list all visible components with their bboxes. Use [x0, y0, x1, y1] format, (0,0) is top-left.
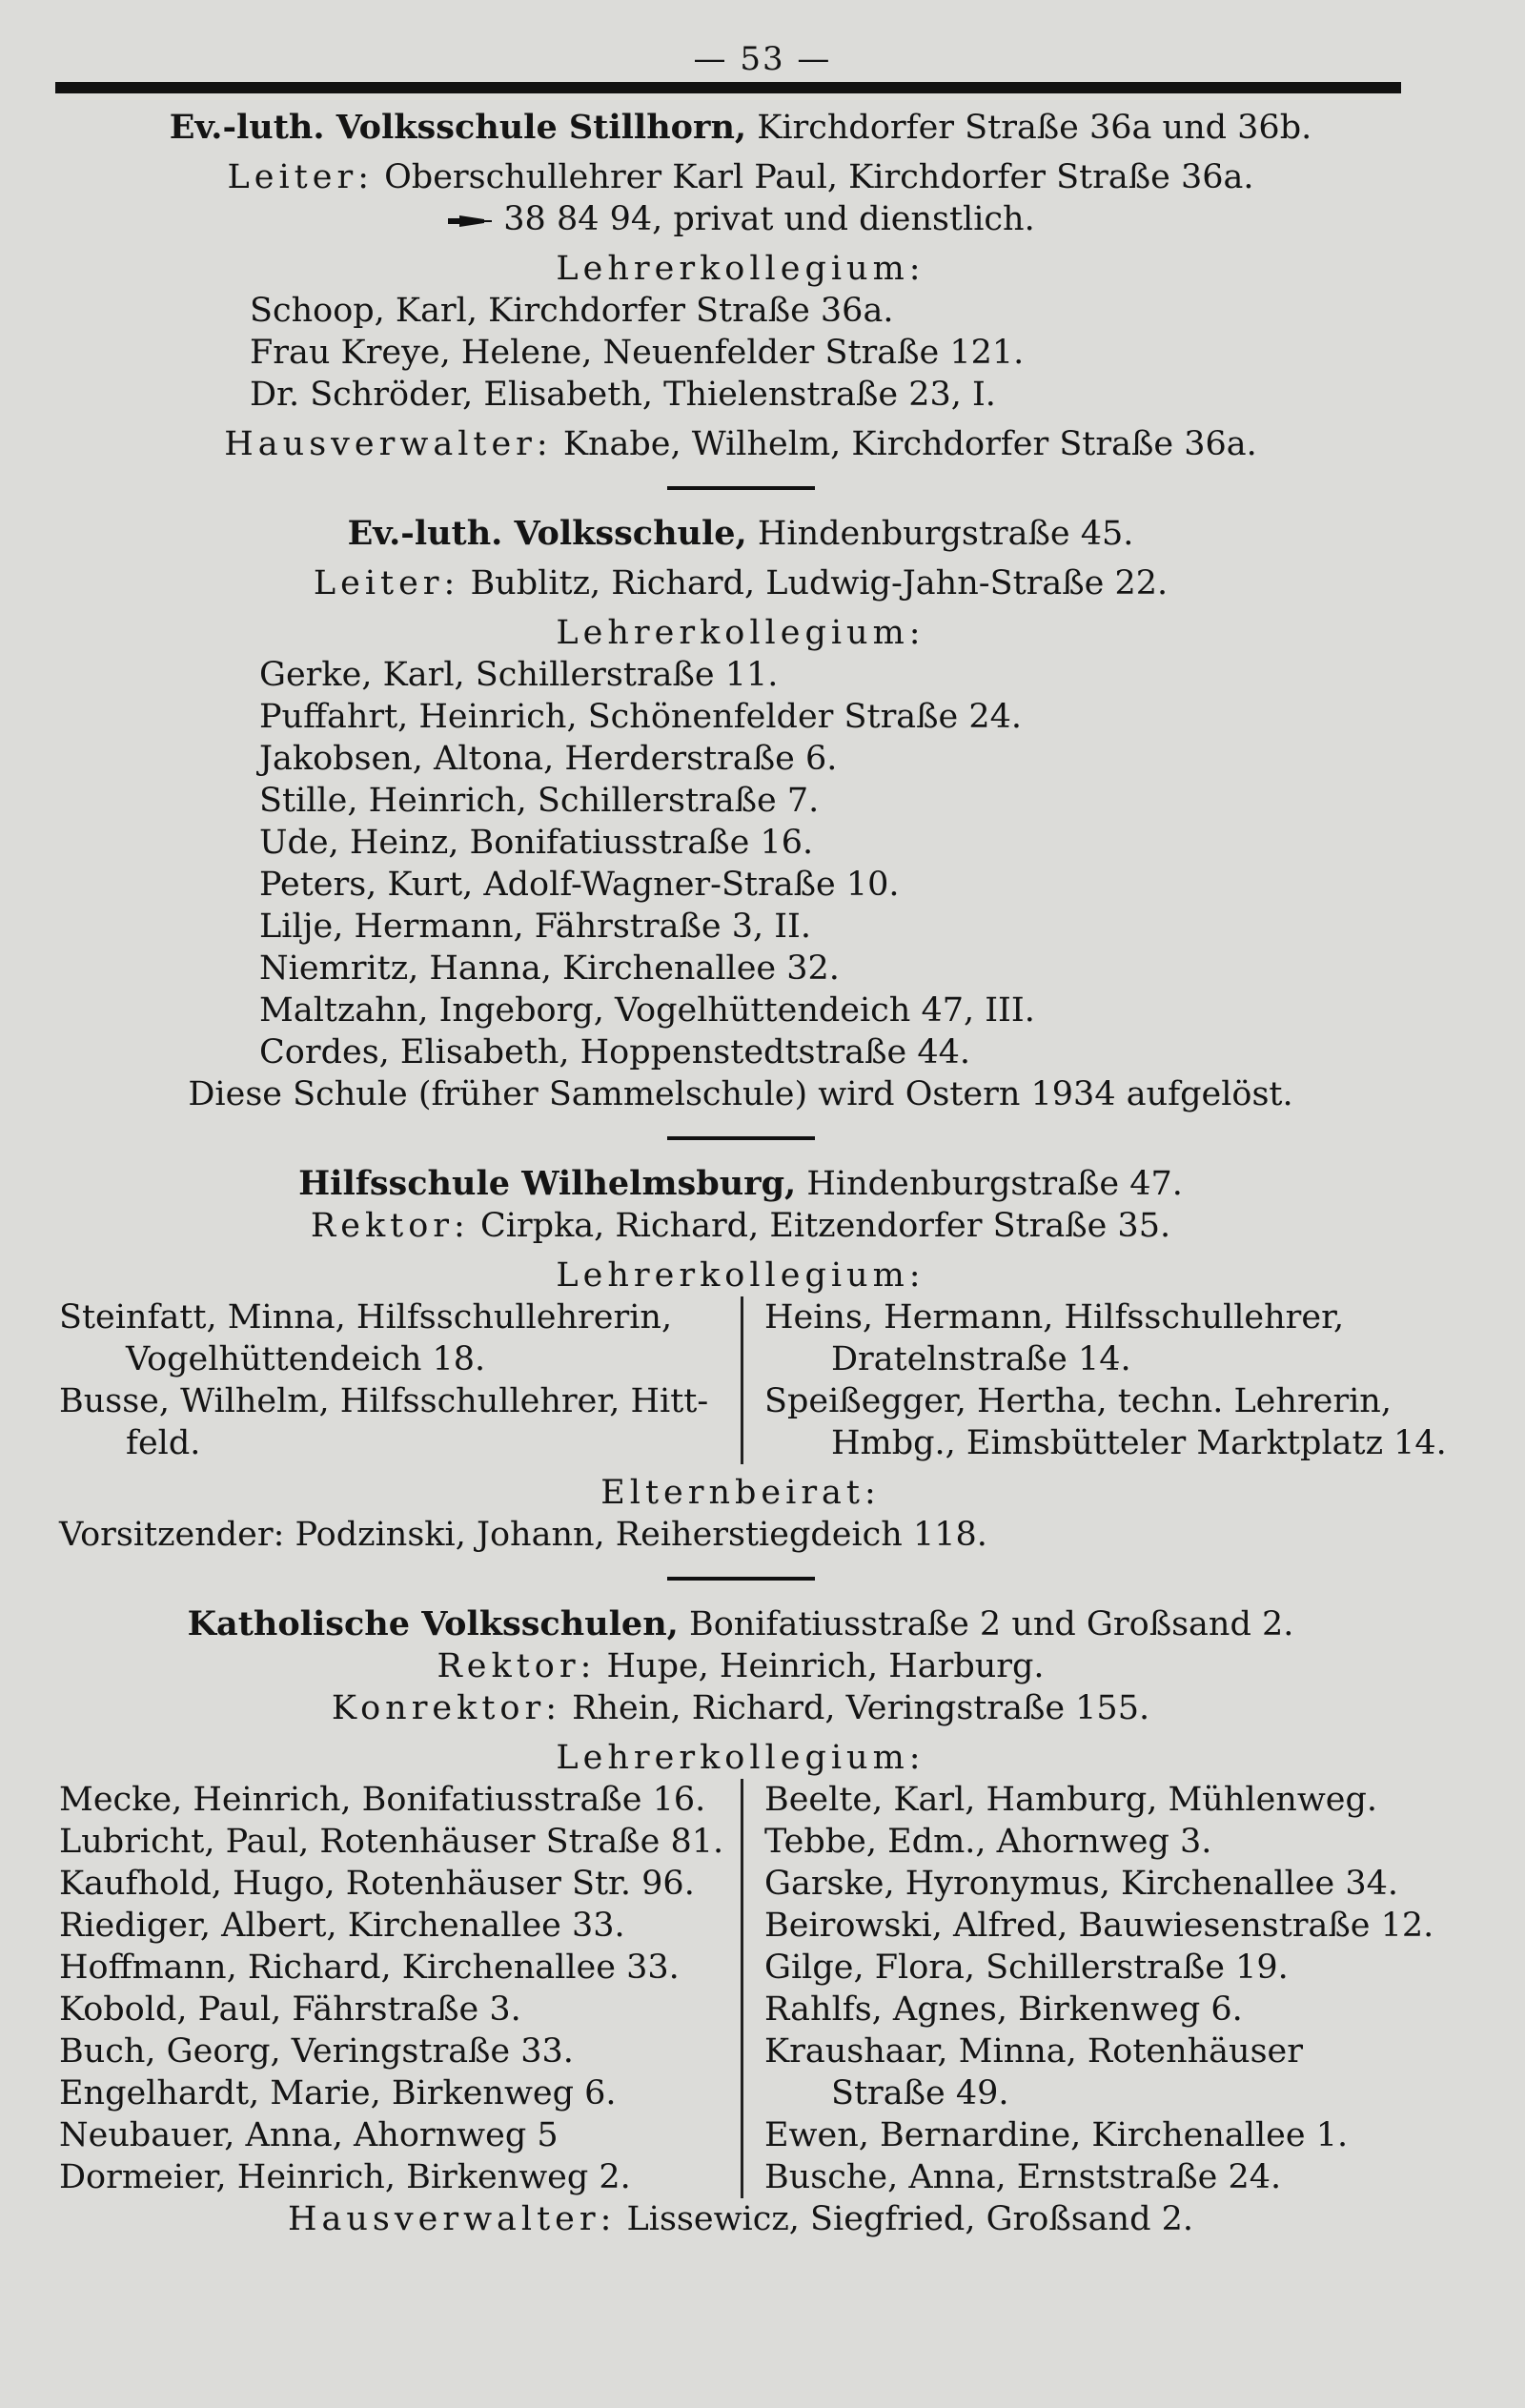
school2-leader-label: Leiter:: [313, 564, 460, 602]
list-item: Lilje, Hermann, Fährstraße 3, II.: [259, 908, 811, 946]
school1-leader-line: [59, 156, 1422, 198]
school3-leader-line: [59, 1205, 1422, 1247]
list-item: Kraushaar, Minna, Rotenhäuser: [764, 2032, 1303, 2071]
list-item: Speißegger, Hertha, techn. Lehrerin,: [764, 1382, 1392, 1420]
school4-deputy-label: Konrektor:: [331, 1689, 562, 1727]
school1-leader-label: Leiter:: [227, 158, 374, 196]
list-item: Niemritz, Hanna, Kirchenallee 32.: [259, 949, 840, 988]
list-item: Gerke, Karl, Schillerstraße 11.: [259, 656, 779, 694]
school1-phone: 38 84 94, privat und dienstlich.: [503, 200, 1035, 238]
school3-leader-label: Rektor:: [310, 1207, 470, 1245]
list-item: Engelhardt, Marie, Birkenweg 6.: [59, 2074, 617, 2112]
list-item: Stille, Heinrich, Schillerstraße 7.: [259, 782, 820, 820]
school4-caretaker: Lissewicz, Siegfried, Großsand 2.: [616, 2200, 1194, 2238]
school2-heading: [59, 513, 1422, 555]
school4-caretaker-label: Hausverwalter:: [287, 2200, 617, 2238]
list-item: Cordes, Elisabeth, Hoppenstedtstraße 44.: [259, 1033, 971, 1071]
list-item: Puffahrt, Heinrich, Schönenfelder Straße 24.: [259, 698, 1023, 736]
list-item: Jakobsen, Altona, Herderstraße 6.: [259, 740, 838, 778]
section-divider: [667, 1577, 815, 1581]
school4-leader-line: [59, 1645, 1422, 1687]
school1-leader: Oberschullehrer Karl Paul, Kirchdorfer Straße 36a.: [373, 158, 1254, 196]
school3-staff-heading: Lehrerkollegium:: [556, 1256, 925, 1295]
section-divider: [667, 486, 815, 490]
list-item: Kaufhold, Hugo, Rotenhäuser Str. 96.: [59, 1865, 695, 1903]
list-item: Peters, Kurt, Adolf-Wagner-Straße 10.: [259, 866, 900, 904]
section-divider: [667, 1136, 815, 1140]
school3-staff-right: [741, 1296, 1447, 1464]
school1-heading: [59, 107, 1422, 149]
list-item: Hoffmann, Richard, Kirchenallee 33.: [59, 1949, 680, 1987]
school3-staff-left: [59, 1296, 741, 1464]
list-item: Buch, Georg, Veringstraße 33.: [59, 2032, 574, 2071]
list-item: Beelte, Karl, Hamburg, Mühlenweg.: [764, 1781, 1378, 1819]
list-item: Garske, Hyronymus, Kirchenallee 34.: [764, 1865, 1398, 1903]
school2-leader-line: [59, 562, 1422, 604]
school3-title: Hilfsschule Wilhelmsburg,: [298, 1164, 797, 1203]
school1-address: Kirchdorfer Straße 36a und 36b.: [746, 109, 1312, 147]
list-item: Kobold, Paul, Fährstraße 3.: [59, 1990, 521, 2029]
list-item: Busche, Anna, Ernststraße 24.: [764, 2158, 1282, 2196]
list-item-continuation: Straße 49.: [831, 2074, 1009, 2112]
school1-caretaker-label: Hausverwalter:: [224, 425, 553, 463]
school4-staff-left: [59, 1779, 741, 2198]
list-item: Ude, Heinz, Bonifatiusstraße 16.: [259, 824, 814, 862]
list-item: Ewen, Bernardine, Kirchenallee 1.: [764, 2116, 1349, 2154]
school4-address: Bonifatiusstraße 2 und Großsand 2.: [678, 1605, 1294, 1643]
school4-leader: Hupe, Heinrich, Harburg.: [596, 1647, 1045, 1685]
school4-deputy-line: [59, 1687, 1422, 1729]
school4-heading: [59, 1603, 1422, 1645]
school4-staff-right: [741, 1779, 1434, 2198]
header-rule: [55, 82, 1401, 93]
school2-staff-list: [59, 654, 1422, 1073]
page-number: — 53 —: [693, 40, 832, 78]
school2-leader: Bublitz, Richard, Ludwig-Jahn-Straße 22.: [459, 564, 1169, 602]
school3-heading: [59, 1163, 1422, 1205]
list-item: Steinfatt, Minna, Hilfsschullehrerin,: [59, 1298, 673, 1337]
list-item: Rahlfs, Agnes, Birkenweg 6.: [764, 1990, 1243, 2029]
list-item: Gilge, Flora, Schillerstraße 19.: [764, 1949, 1289, 1987]
telephone-icon: [446, 212, 494, 231]
page-content: [59, 107, 1447, 2240]
school3-parents-heading: Elternbeirat:: [600, 1474, 881, 1512]
list-item: Beirowski, Alfred, Bauwiesenstraße 12.: [764, 1907, 1434, 1945]
school2-staff-heading: Lehrerkollegium:: [556, 614, 925, 652]
list-item-continuation: feld.: [126, 1424, 201, 1462]
list-item: Busse, Wilhelm, Hilfsschullehrer, Hitt-: [59, 1382, 709, 1420]
school1-staff-heading: Lehrerkollegium:: [556, 250, 925, 288]
school1-caretaker-line: [59, 423, 1422, 465]
school3-leader: Cirpka, Richard, Eitzendorfer Straße 35.: [469, 1207, 1171, 1245]
school2-address: Hindenburgstraße 45.: [746, 515, 1134, 553]
list-item: Maltzahn, Ingeborg, Vogelhüttendeich 47, III.: [259, 991, 1035, 1030]
school3-address: Hindenburgstraße 47.: [796, 1165, 1183, 1203]
school4-title: Katholische Volksschulen,: [187, 1604, 679, 1643]
school3-staff-columns: [59, 1296, 1447, 1464]
school3-parents: Vorsitzender: Podzinski, Johann, Reiherstiegdeich 118.: [59, 1516, 987, 1554]
list-item-continuation: Hmbg., Eimsbütteler Marktplatz 14.: [831, 1424, 1447, 1462]
school1-staff-list: [59, 290, 1422, 416]
list-item: Tebbe, Edm., Ahornweg 3.: [764, 1823, 1212, 1861]
list-item: Dr. Schröder, Elisabeth, Thielenstraße 23, I.: [250, 376, 996, 414]
school4-leader-label: Rektor:: [437, 1647, 597, 1685]
list-item: Schoop, Karl, Kirchdorfer Straße 36a.: [250, 292, 894, 330]
list-item: Riediger, Albert, Kirchenallee 33.: [59, 1907, 625, 1945]
school1-phone-line: [59, 198, 1422, 240]
school4-staff-heading: Lehrerkollegium:: [556, 1739, 925, 1777]
school2-title: Ev.-luth. Volksschule,: [347, 514, 747, 553]
school4-caretaker-line: [59, 2198, 1422, 2240]
list-item: Dormeier, Heinrich, Birkenweg 2.: [59, 2158, 631, 2196]
list-item: Lubricht, Paul, Rotenhäuser Straße 81.: [59, 1823, 724, 1861]
list-item-continuation: Dratelnstraße 14.: [831, 1340, 1131, 1378]
list-item: Neubauer, Anna, Ahornweg 5: [59, 2116, 559, 2154]
list-item: Frau Kreye, Helene, Neuenfelder Straße 121.: [250, 334, 1025, 372]
list-item-continuation: Vogelhüttendeich 18.: [126, 1340, 486, 1378]
school2-note: Diese Schule (früher Sammelschule) wird Ostern 1934 aufgelöst.: [188, 1075, 1293, 1113]
school4-staff-columns: [59, 1779, 1434, 2198]
school1-caretaker: Knabe, Wilhelm, Kirchdorfer Straße 36a.: [552, 425, 1257, 463]
school1-title: Ev.-luth. Volksschule Stillhorn,: [169, 108, 747, 147]
school4-deputy: Rhein, Richard, Veringstraße 155.: [561, 1689, 1150, 1727]
list-item: Mecke, Heinrich, Bonifatiusstraße 16.: [59, 1781, 706, 1819]
list-item: Heins, Hermann, Hilfsschullehrer,: [764, 1298, 1345, 1337]
